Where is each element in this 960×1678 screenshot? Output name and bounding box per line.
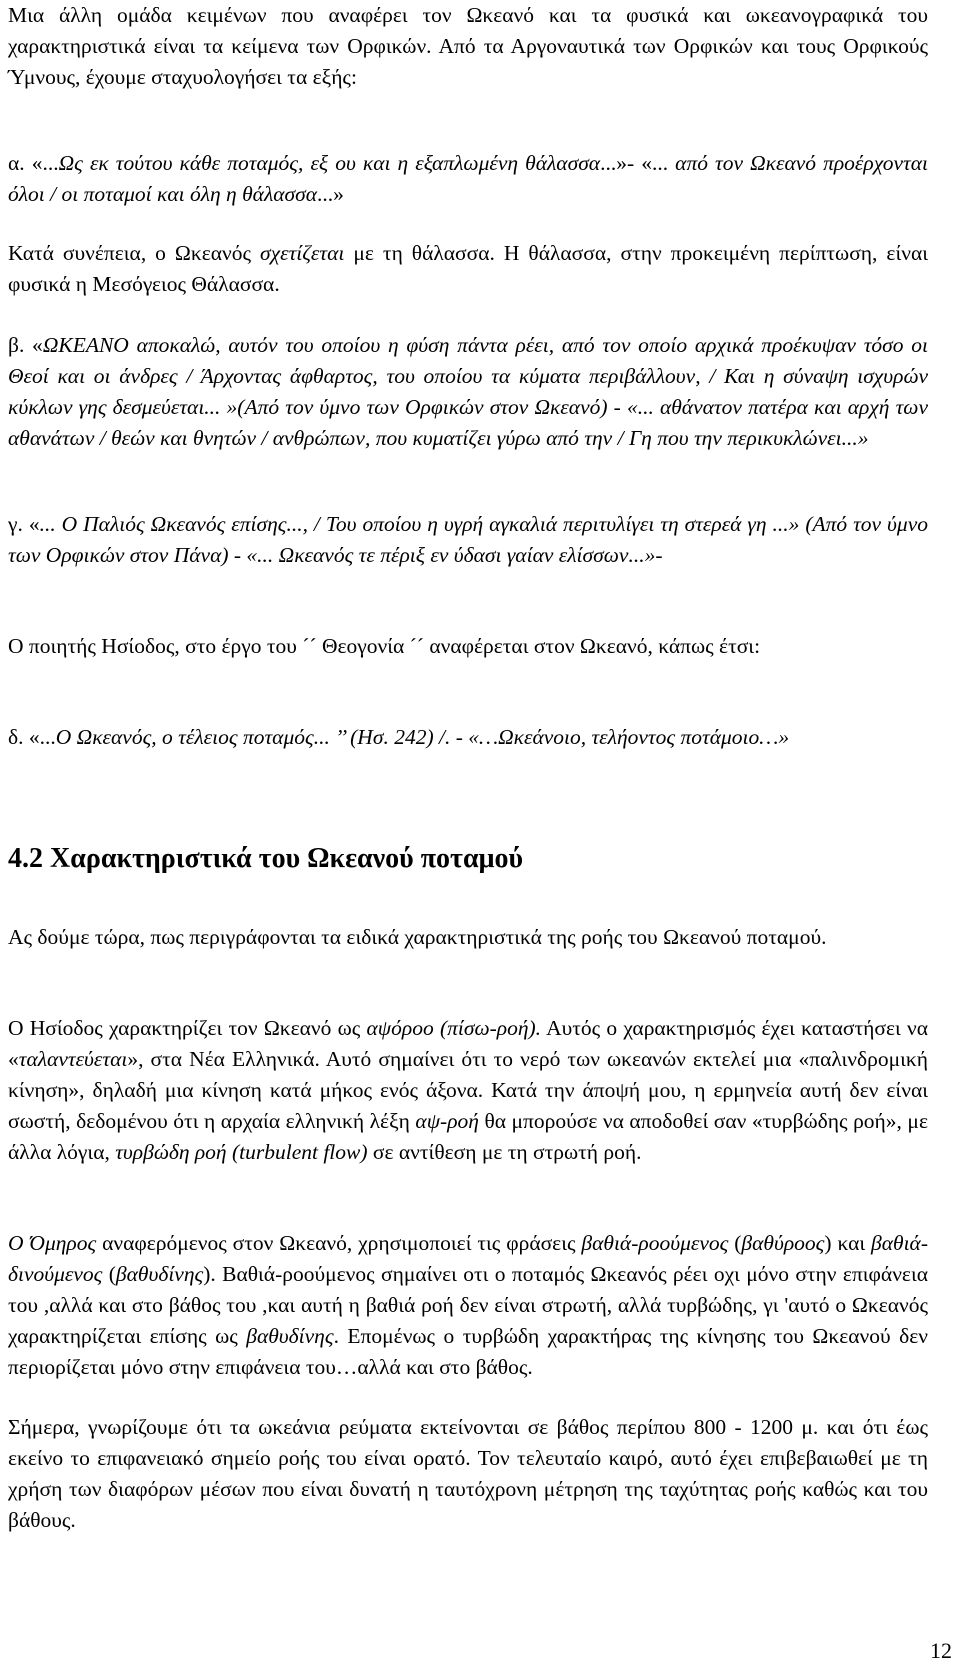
text-segment: Ο Ησίοδος χαρακτηρίζει τον Ωκεανό ως — [8, 1016, 367, 1040]
italic-text-segment: βαθιά-ροούμενος — [581, 1231, 729, 1255]
paragraph-intro — [8, 0, 928, 93]
paragraph-quote-b — [8, 330, 928, 454]
italic-text-segment: ... Ο Παλιός Ωκεανός επίσης..., / Του οποίου η υγρή αγκαλιά περιτυλίγει τη στερεά γη ...» (Από τον ύμνο των Ορφικών στον Πάνα) - «... Ωκεανός τε πέριξ εν ύδασι γαίαν ελίσσων...»- — [8, 512, 928, 567]
text-segment: ) και — [824, 1231, 872, 1255]
paragraph-quote-c — [8, 509, 928, 571]
paragraph-characteristics-intro — [8, 922, 928, 953]
paragraph-today — [8, 1412, 928, 1536]
text-segment: ...» — [317, 182, 344, 206]
italic-text-segment: βαθύροος — [741, 1231, 825, 1255]
italic-text-segment: τυρβώδη ροή (turbulent flow) — [115, 1140, 368, 1164]
italic-text-segment: από τον Ωκεανό προέρχονται όλοι / οι ποταμοί και όλη η θάλασσα — [8, 151, 928, 206]
text-segment: γ. « — [8, 512, 40, 536]
paragraph-quote-a — [8, 148, 928, 210]
paragraph-quote-d — [8, 722, 928, 753]
text-segment: Ο ποιητής Ησίοδος, στο έργο του ´´ Θεογονία ´´ αναφέρεται στον Ωκεανό, κάπως έτσι: — [8, 634, 761, 658]
paragraph-conclusion-a — [8, 238, 928, 300]
text-segment: β. « — [8, 333, 43, 357]
italic-text-segment: Ο Ωκεανός, ο τέλειος ποταμός... ’’ (Ησ. 242) /. - «…Ωκεάνοιο, τελήοντος ποτάμοιο…» — [55, 725, 790, 749]
paragraph-hesiod-flow — [8, 1013, 928, 1168]
italic-text-segment: Ο Όμηρος — [8, 1231, 97, 1255]
text-segment: αναφερόμενος στον Ωκεανό, χρησιμοποιεί τις φράσεις — [96, 1231, 582, 1255]
italic-text-segment: ΩΚΕΑΝΟ αποκαλώ, αυτόν του οποίου η φύση πάντα ρέει, από τον οποίο αρχικά προέκυψαν τόσο οι Θεοί και οι άνδρες / Άρχοντας άφθαρτος, του οποίου τα κύματα περιβάλλουν, / Και η σύναψη ισχυρών κύκλων γης δεσμεύεται... »(Από τον ύμνο των Ορφικών στον Ωκεανό) - «... αθάνατον πατέρα και αρχή των αθανάτων / θεών και θνητών / ανθρώπων, που κυματίζει γύρω από την / Γη που την περικυκλώνει...» — [8, 333, 928, 450]
paragraph-hesiod-intro — [8, 631, 928, 662]
text-segment: σε αντίθεση με τη στρωτή ροή. — [367, 1140, 642, 1164]
page-number: 12 — [930, 1638, 952, 1663]
text-segment: Μια άλλη ομάδα κειμένων που αναφέρει τον Ωκεανό και τα φυσικά και ωκεανογραφικά του χαρακτηριστικά είναι τα κείμενα των Ορφικών. Από τα Αργοναυτικά των Ορφικών και τους Ορφικούς Ύμνους, έχουμε σταχυολογήσει τα εξής: — [8, 3, 928, 89]
text-segment: ( — [728, 1231, 742, 1255]
text-segment: θα μπορούσε να αποδοθεί σαν «τυρβώδης ροή», με άλλα λόγια, — [8, 1109, 928, 1164]
paragraph-homer — [8, 1228, 928, 1383]
italic-text-segment: βαθυδίνης — [115, 1262, 204, 1286]
section-heading: 4.2 Χαρακτηριστικά του Ωκεανού ποταμού — [8, 843, 523, 874]
text-segment: α. «... — [8, 151, 59, 175]
text-segment: Σήμερα, γνωρίζουμε ότι τα ωκεάνια ρεύματα εκτείνονται σε βάθος περίπου 800 - 1200 μ. και ότι έως εκείνο το επιφανειακό σημείο ροής του είναι ορατό. Τον τελευταίο καιρό, αυτό έχει επιβεβαιωθεί με τη χρήση των διαφόρων μέσων που είναι δυνατή η ταυτόχρονη μέτρηση της ταχύτητας ροής καθώς και του βάθους. — [8, 1415, 928, 1532]
text-segment: ( — [102, 1262, 116, 1286]
italic-text-segment: αψ-ροή — [415, 1109, 479, 1133]
text-segment: », στα Νέα Ελληνικά. Αυτό σημαίνει ότι το νερό των ωκεανών εκτελεί μια «παλινδρομική κίνηση», δηλαδή μια κίνηση κατά μήκος ενός άξονα. Κατά την άποψή μου, η ερμηνεία αυτή δεν είναι σωστή, δεδομένου ότι η αρχαία ελληνική λέξη — [8, 1047, 928, 1133]
text-segment: . Επομένως ο τυρβώδη χαρακτήρας της κίνησης του Ωκεανού δεν περιορίζεται μόνο στην επιφάνεια του…αλλά και στο βάθος. — [8, 1324, 928, 1379]
italic-text-segment: Ως εκ τούτου κάθε ποταμός, εξ ου και η εξαπλωμένη θάλασσα — [58, 151, 601, 175]
text-segment: Κατά συνέπεια, ο Ωκεανός — [8, 241, 261, 265]
italic-text-segment: ταλαντεύεται — [18, 1047, 128, 1071]
text-segment: με τη θάλασσα. Η θάλασσα, στην προκειμένη περίπτωση, είναι φυσικά η Μεσόγειος Θάλασσα. — [8, 241, 929, 296]
text-segment: Ας δούμε τώρα, πως περιγράφονται τα ειδικά χαρακτηριστικά της ροής του Ωκεανού ποταμού. — [8, 925, 827, 949]
italic-text-segment: βαθυδίνης — [246, 1324, 334, 1348]
text-segment: ...»- «... — [600, 151, 676, 175]
italic-text-segment: σχετίζεται — [260, 241, 345, 265]
italic-text-segment: αψόροο (πίσω-ροή). — [366, 1016, 542, 1040]
italic-text-segment: βαθιά-δινούμενος — [8, 1231, 929, 1286]
text-segment: Αυτός ο χαρακτηρισμός έχει καταστήσει να « — [8, 1016, 929, 1071]
text-segment: ). Βαθιά-ροούμενος σημαίνει οτι ο ποταμός Ωκεανός ρέει οχι μόνο στην επιφάνεια του ,αλλά και στο βάθος του ,και αυτή η βαθιά ροή δεν είναι στρωτή, αλλά τυρβώδης, γι 'αυτό ο Ωκεανός χαρακτηρίζεται επίσης ως — [8, 1262, 928, 1348]
text-segment: δ. «... — [8, 725, 56, 749]
